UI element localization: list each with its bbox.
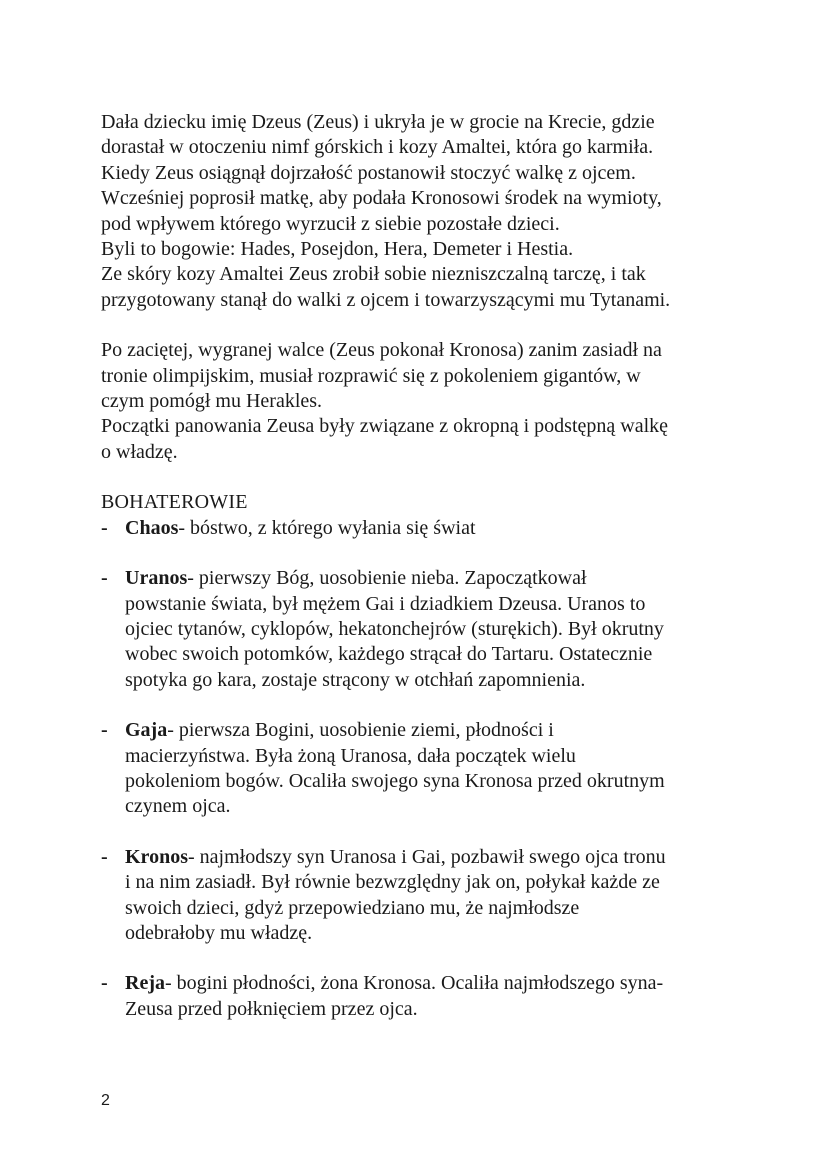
character-first-line bbox=[125, 566, 741, 591]
text-line: Kiedy Zeus osiągnął dojrzałość postanowił stoczyć walkę z ojcem. bbox=[101, 161, 636, 184]
character-name: Kronos bbox=[125, 845, 188, 868]
character-item-gaja bbox=[101, 718, 741, 820]
text-line: ojciec tytanów, cyklopów, hekatonchejrów (sturękich). Był okrutny bbox=[125, 617, 664, 640]
text-line: pokoleniom bogów. Ocaliła swojego syna Kronosa przed okrutnym bbox=[125, 769, 665, 792]
page-number: 2 bbox=[101, 1092, 110, 1109]
character-name: Gaja bbox=[125, 719, 168, 742]
list-dash: - bbox=[101, 719, 108, 742]
character-name: Reja bbox=[125, 972, 165, 995]
text-line: spotyka go kara, zostaje strącony w otchłań zapomnienia. bbox=[125, 668, 586, 691]
character-item-reja bbox=[101, 971, 741, 1022]
character-description: - bogini płodności, żona Kronosa. Ocaliła najmłodszego syna- bbox=[164, 972, 664, 995]
character-first-line bbox=[125, 971, 741, 996]
text-line: przygotowany stanął do walki z ojcem i towarzyszącymi mu Tytanami. bbox=[101, 288, 671, 311]
document-body bbox=[101, 110, 741, 1047]
text-line: dorastał w otoczeniu nimf górskich i kozy Amaltei, która go karmiła. bbox=[101, 136, 654, 159]
paragraph-zeus-reign bbox=[101, 338, 741, 465]
character-description: - pierwsza Bogini, uosobienie ziemi, płodności i bbox=[167, 719, 554, 742]
text-line: Zeusa przed połknięciem przez ojca. bbox=[125, 997, 418, 1020]
character-item-chaos bbox=[101, 516, 741, 541]
text-line: Ze skóry kozy Amaltei Zeus zrobił sobie niezniszczalną tarczę, i tak bbox=[101, 263, 646, 286]
characters-list bbox=[101, 516, 741, 1023]
character-description: - pierwszy Bóg, uosobienie nieba. Zapoczątkował bbox=[187, 567, 587, 590]
text-line: i na nim zasiadł. Był równie bezwzględny jak on, połykał każde ze bbox=[125, 871, 660, 894]
text-line: czynem ojca. bbox=[125, 795, 231, 818]
character-item-uranos bbox=[101, 566, 741, 693]
character-first-line bbox=[125, 718, 741, 743]
text-line: swoich dzieci, gdyż przepowiedziano mu, że najmłodsze bbox=[125, 896, 580, 919]
character-first-line bbox=[125, 845, 741, 870]
list-dash: - bbox=[101, 845, 108, 868]
character-description: - najmłodszy syn Uranosa i Gai, pozbawił swego ojca tronu bbox=[187, 845, 666, 868]
text-line: Byli to bogowie: Hades, Posejdon, Hera, Demeter i Hestia. bbox=[101, 238, 574, 261]
text-line: tronie olimpijskim, musiał rozprawić się z pokoleniem gigantów, w bbox=[101, 364, 641, 387]
character-name: Chaos bbox=[125, 516, 179, 539]
section-heading: BOHATEROWIE bbox=[101, 491, 248, 514]
text-line: wobec swoich potomków, każdego strącał do Tartaru. Ostatecznie bbox=[125, 643, 653, 666]
paragraph-zeus-childhood bbox=[101, 110, 741, 313]
list-dash: - bbox=[101, 516, 108, 539]
character-description: - bóstwo, z którego wyłania się świat bbox=[178, 516, 476, 539]
text-line: o władzę. bbox=[101, 440, 178, 463]
text-line: powstanie świata, był mężem Gai i dziadkiem Dzeusa. Uranos to bbox=[125, 592, 646, 615]
text-line: pod wpływem którego wyrzucił z siebie pozostałe dzieci. bbox=[101, 212, 560, 235]
text-line: macierzyństwa. Była żoną Uranosa, dała początek wielu bbox=[125, 744, 576, 767]
list-dash: - bbox=[101, 567, 108, 590]
text-line: czym pomógł mu Herakles. bbox=[101, 390, 323, 413]
text-line: Dała dziecku imię Dzeus (Zeus) i ukryła je w grocie na Krecie, gdzie bbox=[101, 111, 655, 133]
character-first-line bbox=[125, 516, 741, 541]
text-line: Początki panowania Zeusa były związane z okropną i podstępną walkę bbox=[101, 415, 669, 438]
list-dash: - bbox=[101, 972, 108, 995]
character-name: Uranos bbox=[125, 567, 188, 590]
text-line: odebrałoby mu władzę. bbox=[125, 921, 313, 944]
text-line: Wcześniej poprosił matkę, aby podała Kronosowi środek na wymioty, bbox=[101, 187, 662, 210]
character-item-kronos bbox=[101, 845, 741, 947]
text-line: Po zaciętej, wygranej walce (Zeus pokonał Kronosa) zanim zasiadł na bbox=[101, 339, 662, 362]
